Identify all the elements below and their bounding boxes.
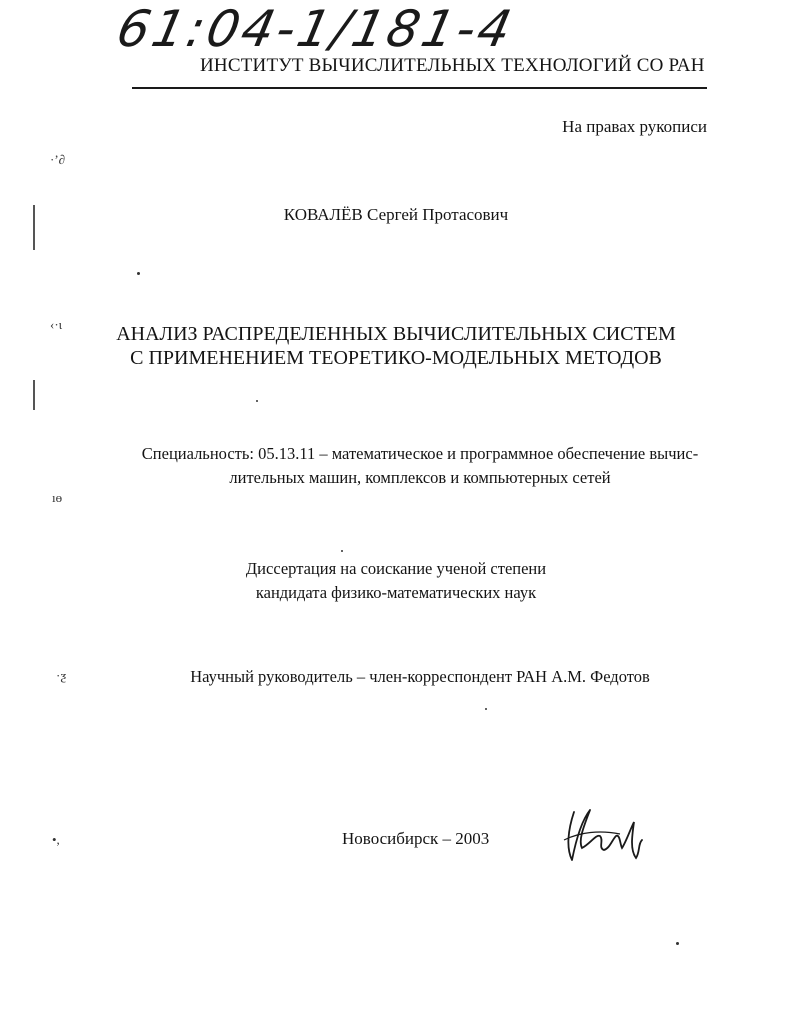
scan-speck: [341, 550, 343, 552]
scan-margin-line: [33, 380, 35, 410]
scan-mark-icon: ıɵ: [52, 490, 63, 505]
scan-speck: [256, 400, 258, 402]
scan-mark-icon: ·ƺ: [56, 668, 67, 683]
scan-margin-line: [33, 205, 35, 250]
degree-statement: [0, 557, 792, 605]
dissertation-title: [0, 322, 792, 370]
specialty-line-2: лительных машин, комплексов и компьютерных сетей: [229, 468, 611, 487]
scientific-advisor: Научный руководитель – член-корреспондент РАН А.М. Федотов: [190, 667, 650, 686]
institute-name: ИНСТИТУТ ВЫЧИСЛИТЕЛЬНЫХ ТЕХНОЛОГИЙ СО РАН: [200, 55, 705, 76]
scan-speck: [137, 272, 140, 275]
scan-mark-icon: ·ʼ∂: [50, 152, 66, 167]
degree-line-2: кандидата физико-математических наук: [255, 583, 537, 602]
specialty-line-1: Специальность: 05.13.11 – математическое и программное обеспечение вычис-: [141, 444, 699, 463]
specialty: [130, 442, 710, 490]
author-name: КОВАЛЁВ Сергей Протасович: [283, 205, 509, 224]
handwritten-catalog-number: 61:04-1/181-4: [111, 0, 520, 58]
degree-line-1: Диссертация на соискание ученой степени: [245, 559, 547, 578]
city-year: Новосибирск – 2003: [342, 829, 490, 848]
scan-mark-icon: •,: [52, 832, 60, 847]
scan-mark-icon: ‹·ɩ: [50, 317, 63, 332]
scan-speck: [676, 942, 679, 945]
scan-speck: [485, 708, 487, 710]
title-line-1: АНАЛИЗ РАСПРЕДЕЛЕННЫХ ВЫЧИСЛИТЕЛЬНЫХ СИСТЕМ: [116, 323, 676, 345]
header-divider: [132, 87, 707, 89]
signature-icon: [560, 800, 650, 870]
title-line-2: С ПРИМЕНЕНИЕМ ТЕОРЕТИКО-МОДЕЛЬНЫХ МЕТОДОВ: [130, 347, 662, 369]
manuscript-rights-note: На правах рукописи: [562, 117, 707, 136]
